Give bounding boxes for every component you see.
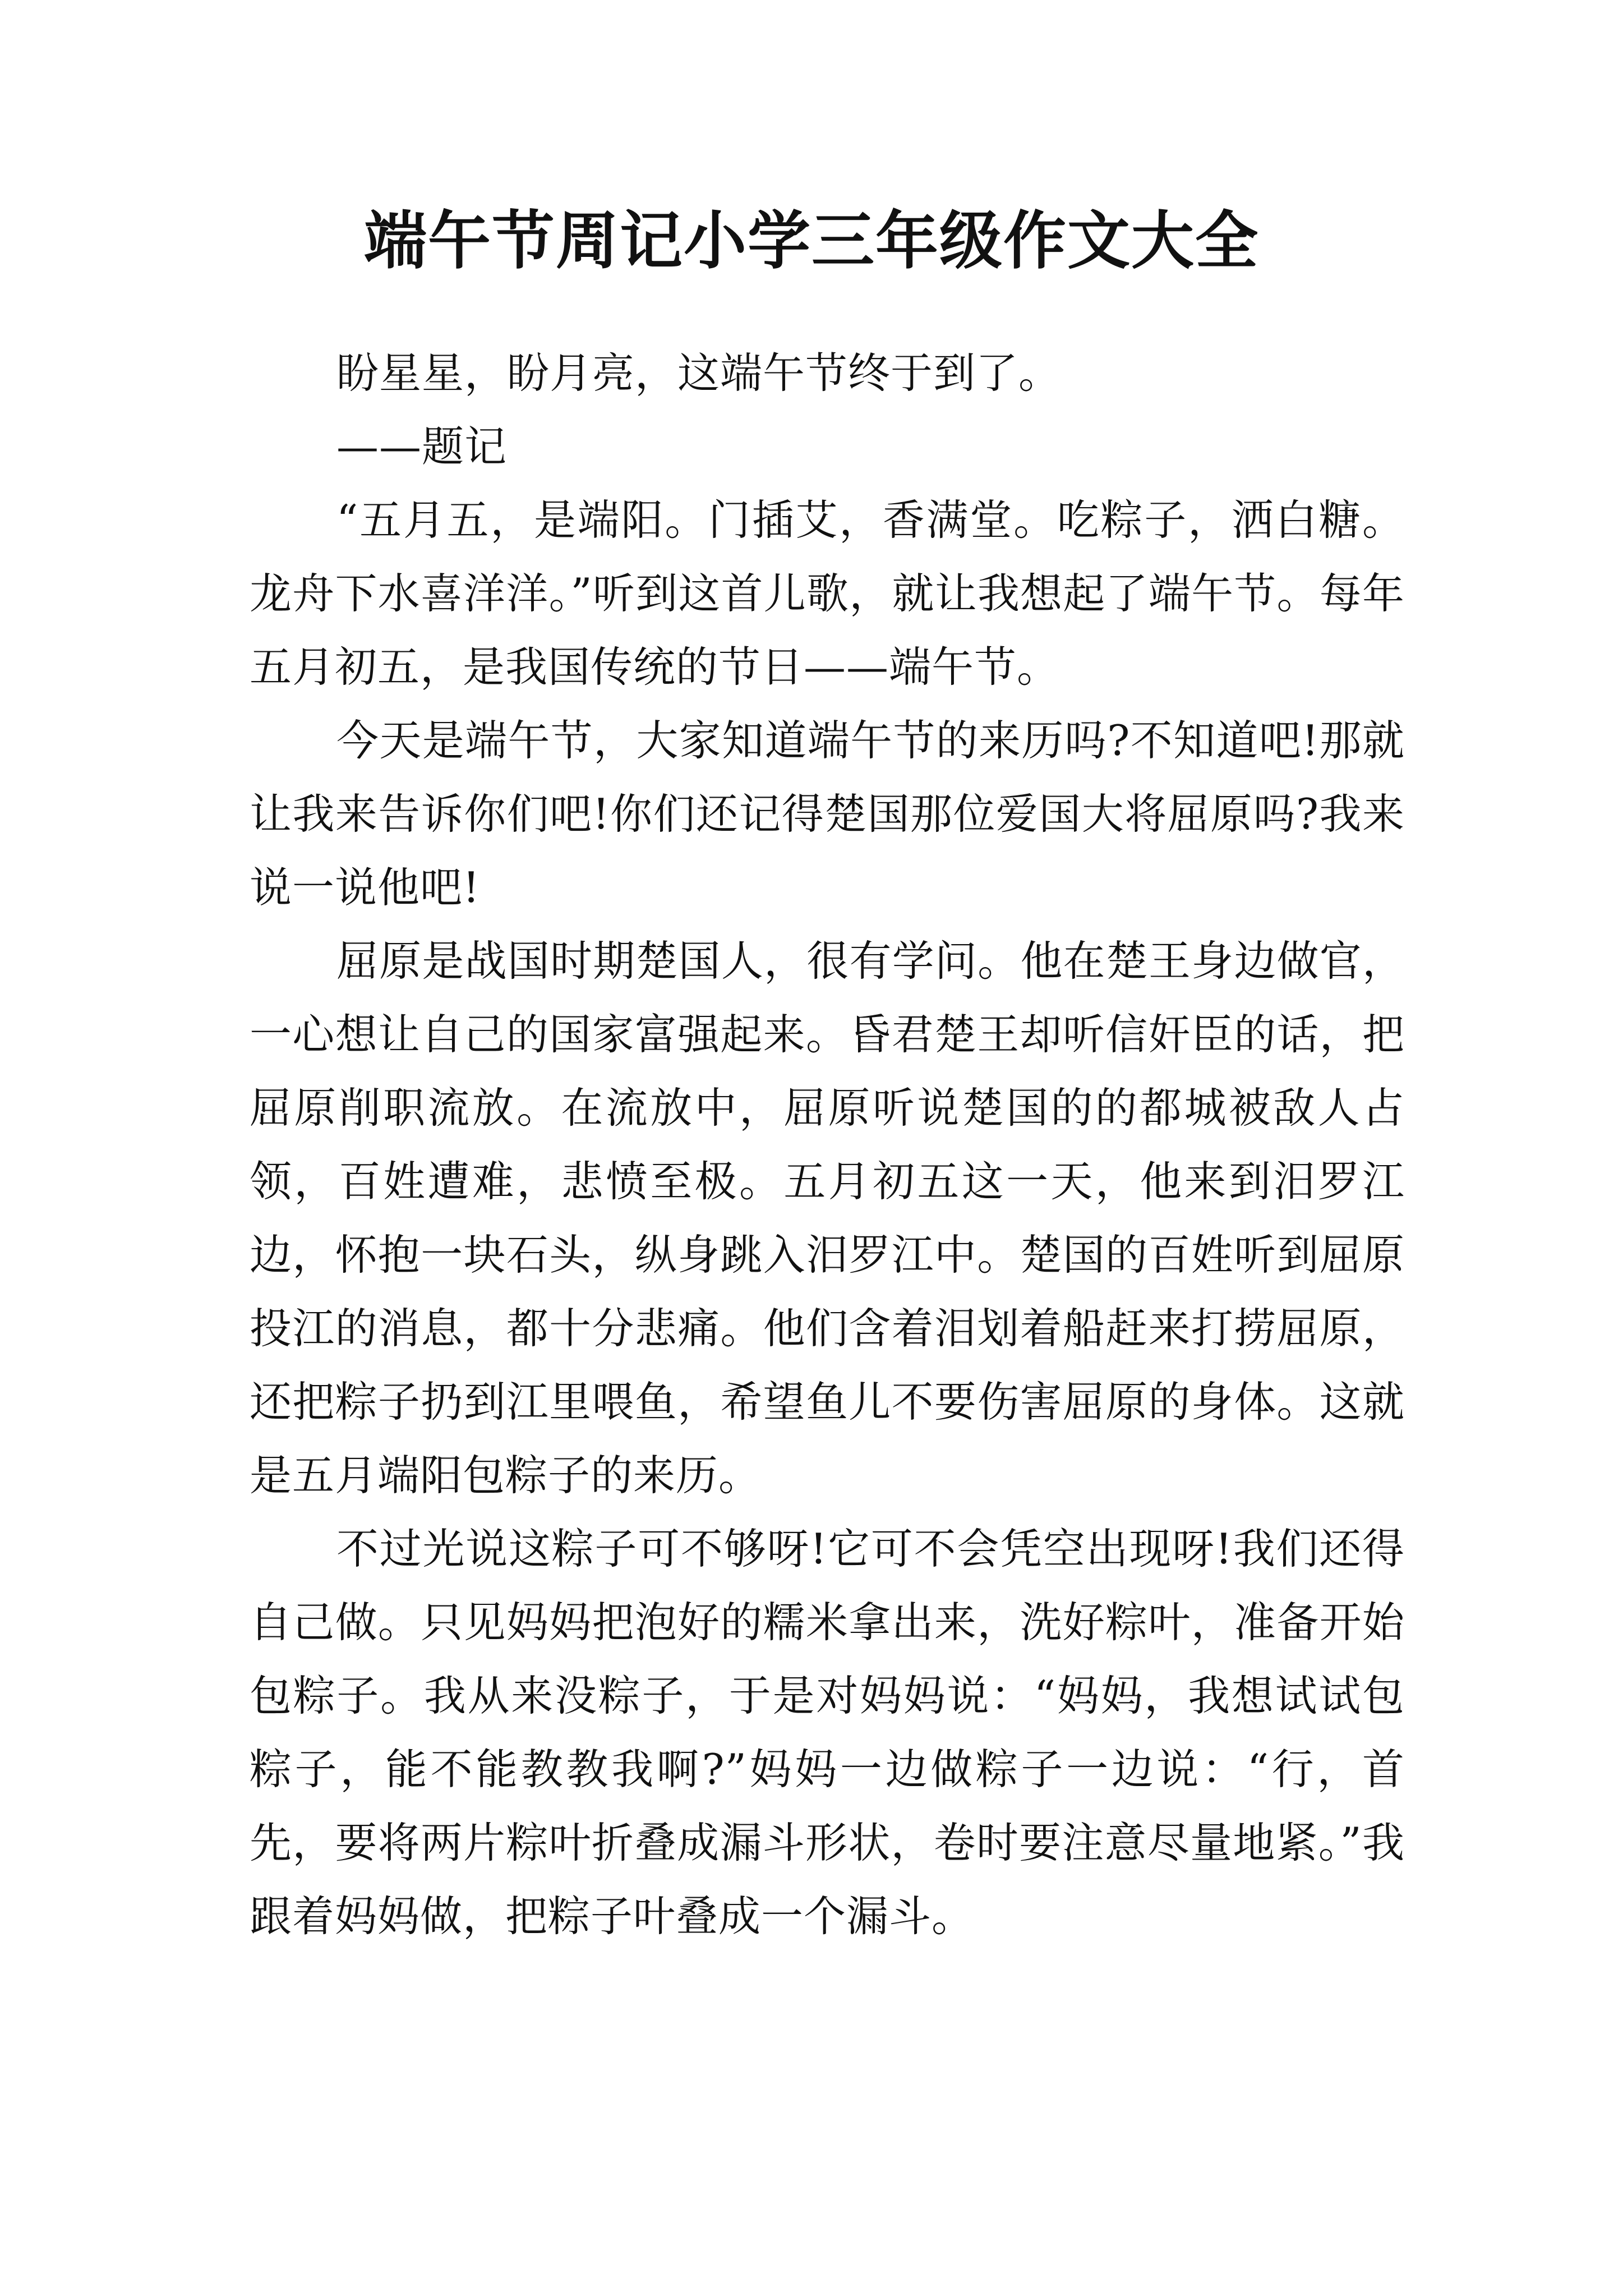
paragraph-making-zongzi: 不过光说这粽子可不够呀!它可不会凭空出现呀!我们还得自己做。只见妈妈把泡好的糯米拿出来，洗好粽叶，准备开始包粽子。我从来没粽子，于是对妈妈说：“妈妈，我想试试包粽子，能不能教教我啊?”妈妈一边做粽子一边说：“行，首先，要将两片粽叶折叠成漏斗形状，卷时要注意尽量地紧。”我跟着妈妈做，把粽子叶叠成一个漏斗。 <box>250 1524 1405 1941</box>
paragraph-quyuan-story: 屈原是战国时期楚国人，很有学问。他在楚王身边做官，一心想让自己的国家富强起来。昏君楚王却听信奸臣的话，把屈原削职流放。在流放中，屈原听说楚国的的都城被敌人占领，百姓遭难，悲愤至极。五月初五这一天，他来到汨罗江边，怀抱一块石头，纵身跳入汨罗江中。楚国的百姓听到屈原投江的消息，都十分悲痛。他们含着泪划着船赶来打捞屈原，还把粽子扔到江里喂鱼，希望鱼儿不要伤害屈原的身体。这就是五月端阳包粽子的来历。 <box>250 936 1405 1500</box>
paragraph-question: 今天是端午节，大家知道端午节的来历吗?不知道吧!那就让我来告诉你们吧!你们还记得楚国那位爱国大将屈原吗?我来说一说他吧! <box>250 716 1405 912</box>
document-body <box>250 337 1405 1953</box>
paragraph-epigraph-note: ——题记 <box>336 422 508 471</box>
document-title: 端午节周记小学三年级作文大全 <box>364 204 1259 278</box>
paragraph-opening: 盼星星，盼月亮，这端午节终于到了。 <box>336 348 1062 398</box>
paragraph-song: “五月五，是端阳。门插艾，香满堂。吃粽子，洒白糖。龙舟下水喜洋洋。”听到这首儿歌，就让我想起了端午节。每年五月初五，是我国传统的节日——端午节。 <box>250 495 1405 692</box>
